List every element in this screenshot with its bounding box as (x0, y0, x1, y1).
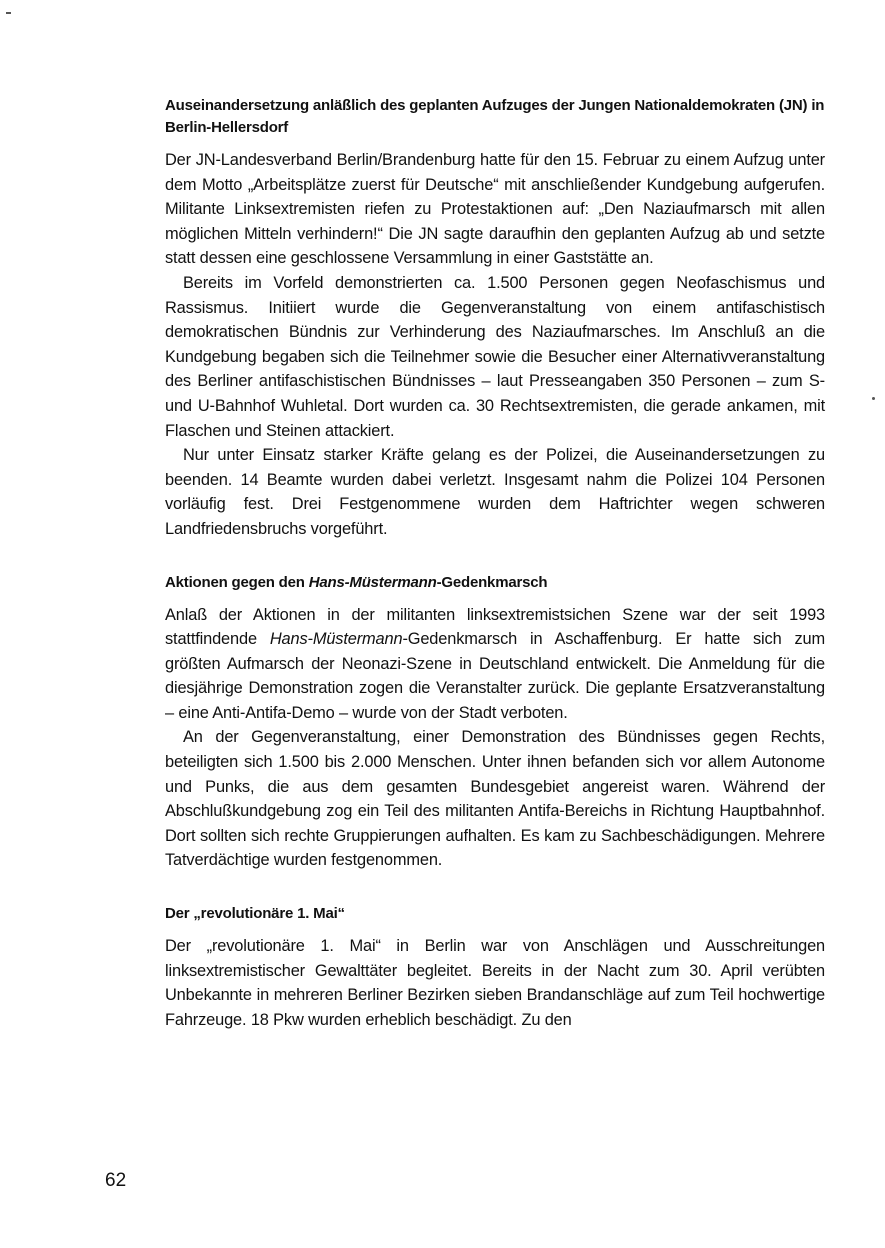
body-paragraph: Bereits im Vorfeld demonstrierten ca. 1.500 Personen gegen Neofaschismus und Rassismus. Initiiert wurde die Gegenveranstaltung von einem antifaschistisch demokratischen Bündnis zur Verhinderung des Naziaufmarsches. Im Anschluß an die Kundgebung begaben sich die Teilnehmer sowie die Besucher einer Alternativveranstaltung des Berliner antifaschistischen Bündnisses – laut Presseangaben 350 Personen – zum S- und U-Bahnhof Wuhletal. Dort wurden ca. 30 Rechtsextremisten, die gerade ankamen, mit Flaschen und Steinen attackiert. (165, 273, 825, 440)
section-erster-mai (165, 903, 825, 1032)
body-paragraph: Der „revolutionäre 1. Mai“ in Berlin war von Anschlägen und Ausschreitungen linksextremistischer Gewalttäter begleitet. Bereits in der Nacht zum 30. April verübten Unbekannte in mehreren Berliner Bezirken sieben Brandanschläge auf zum Teil hochwertige Fahrzeuge. 18 Pkw wurden erheblich beschädigt. Zu den (165, 937, 825, 1029)
section-heading: Auseinandersetzung anläßlich des geplanten Aufzuges der Jungen Nationaldemokraten (JN) in Berlin-Hellersdorf (165, 97, 825, 136)
body-paragraph: Nur unter Einsatz starker Kräfte gelang es der Polizei, die Auseinandersetzungen zu beenden. 14 Beamte wurden dabei verletzt. Insgesamt nahm die Polizei 104 Personen vorläufig fest. Drei Festgenommene wurden dem Haftrichter wegen schweren Landfriedensbruchs vorgeführt. (165, 446, 825, 538)
heading-text: Aktionen gegen den (165, 573, 309, 591)
section-jn-hellersdorf (165, 95, 825, 542)
body-paragraph (165, 603, 825, 726)
page-number: 62 (105, 1170, 127, 1191)
section-heading (165, 572, 825, 594)
paragraph-text: -Gedenkmarsch in Aschaffenburg. Er hatte sich zum größten Aufmarsch der Neonazi-Szene in Deutschland entwickelt. Die Anmeldung für die diesjährige Demonstration zogen die Veranstalter zurück. Die geplante Ersatzveranstaltung – eine Anti-Antifa-Demo – wurde von der Stadt verboten. (165, 630, 825, 722)
body-paragraph: An der Gegenveranstaltung, einer Demonstration des Bündnisses gegen Rechts, beteiligten sich 1.500 bis 2.000 Menschen. Unter ihnen befanden sich vor allem Autonome und Punks, die aus dem gesamten Bundesgebiet angereist waren. Während der Abschlußkundgebung zog ein Teil des militanten Antifa-Bereichs in Richtung Hauptbahnhof. Dort sollten sich rechte Gruppierungen aufhalten. Es kam zu Sachbeschädigungen. Mehrere Tatverdächtige wurden festgenommen. (165, 728, 825, 870)
section-heading: Der „revolutionäre 1. Mai“ (165, 905, 345, 923)
body-paragraph: Der JN-Landesverband Berlin/Brandenburg hatte für den 15. Februar zu einem Aufzug unter dem Motto „Arbeitsplätze zuerst für Deutsche“ mit anschließender Kundgebung aufgerufen. Militante Linksextremisten riefen zu Protestaktionen auf: „Den Naziaufmarsch mit allen möglichen Mitteln verhindern!“ Die JN sagte daraufhin den geplanten Aufzug ab und setzte statt dessen eine geschlossene Versammlung in einer Gaststätte an. (165, 151, 825, 268)
scan-speck (872, 397, 875, 400)
paragraph-name-italic: Hans-Müstermann (269, 630, 403, 649)
paragraph-text: Anlaß der Aktionen in der militanten linksextremistsichen Szene war der seit 1993 stattfindende (165, 605, 825, 649)
section-gedenkmarsch (165, 572, 825, 874)
heading-name-italic: Hans-Müstermann (308, 573, 437, 591)
main-content (165, 95, 825, 1032)
heading-text: -Gedenkmarsch (436, 573, 548, 591)
scan-speck (6, 12, 11, 14)
